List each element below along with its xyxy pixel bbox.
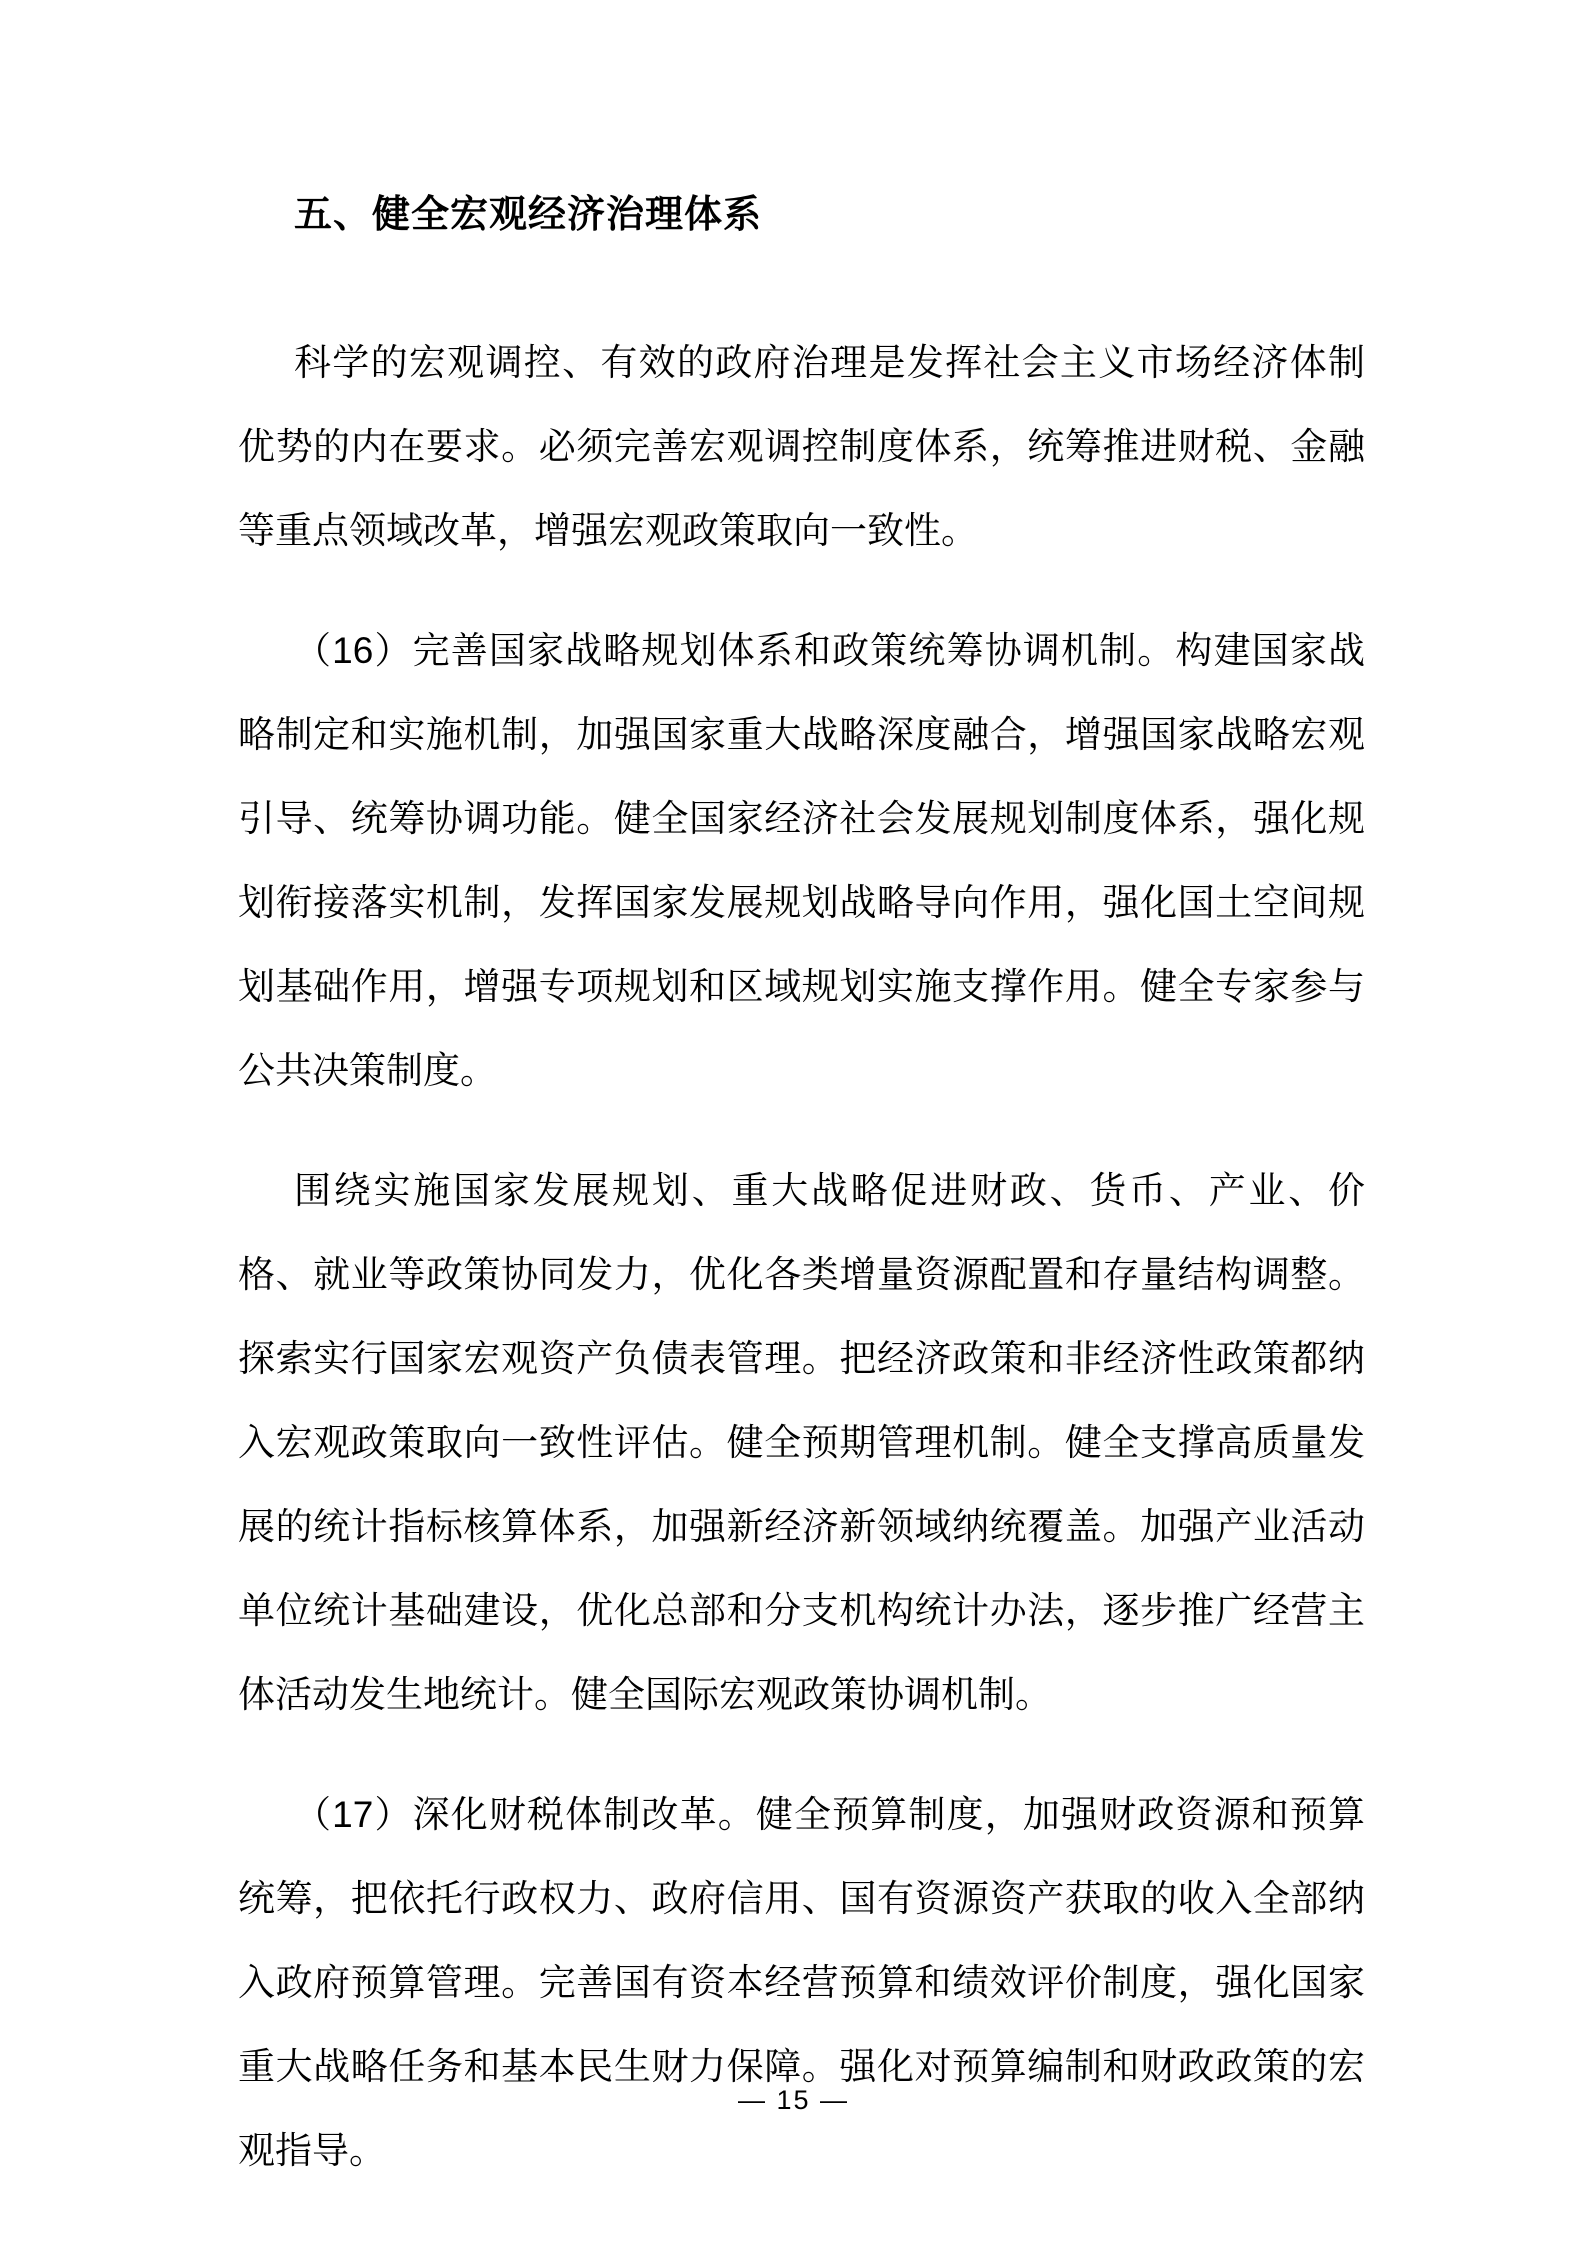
paragraph: 科学的宏观调控、有效的政府治理是发挥社会主义市场经济体制优势的内在要求。必须完善宏观调控制度体系，统筹推进财税、金融等重点领域改革，增强宏观政策取向一致性。: [238, 342, 1365, 551]
section-heading: 五、健全宏观经济治理体系: [294, 194, 763, 236]
paragraph: （16）完善国家战略规划体系和政策统筹协调机制。构建国家战略制定和实施机制，加强国家重大战略深度融合，增强国家战略宏观引导、统筹协调功能。健全国家经济社会发展规划制度体系，强化规划衔接落实机制，发挥国家发展规划战略导向作用，强化国土空间规划基础作用，增强专项规划和区域规划实施支撑作用。健全专家参与公共决策制度。: [238, 630, 1365, 1091]
document-body: [238, 173, 1365, 2193]
page-number: — 15 —: [737, 2085, 850, 2115]
paragraph: 围绕实施国家发展规划、重大战略促进财政、货币、产业、价格、就业等政策协同发力，优化各类增量资源配置和存量结构调整。探索实行国家宏观资产负债表管理。把经济政策和非经济性政策都纳入宏观政策取向一致性评估。健全预期管理机制。健全支撑高质量发展的统计指标核算体系，加强新经济新领域纳统覆盖。加强产业活动单位统计基础建设，优化总部和分支机构统计办法，逐步推广经营主体活动发生地统计。健全国际宏观政策协调机制。: [238, 1170, 1365, 1715]
paragraph: （17）深化财税体制改革。健全预算制度，加强财政资源和预算统筹，把依托行政权力、政府信用、国有资源资产获取的收入全部纳入政府预算管理。完善国有资本经营预算和绩效评价制度，强化国家重大战略任务和基本民生财力保障。强化对预算编制和财政政策的宏观指导。: [238, 1794, 1365, 2171]
